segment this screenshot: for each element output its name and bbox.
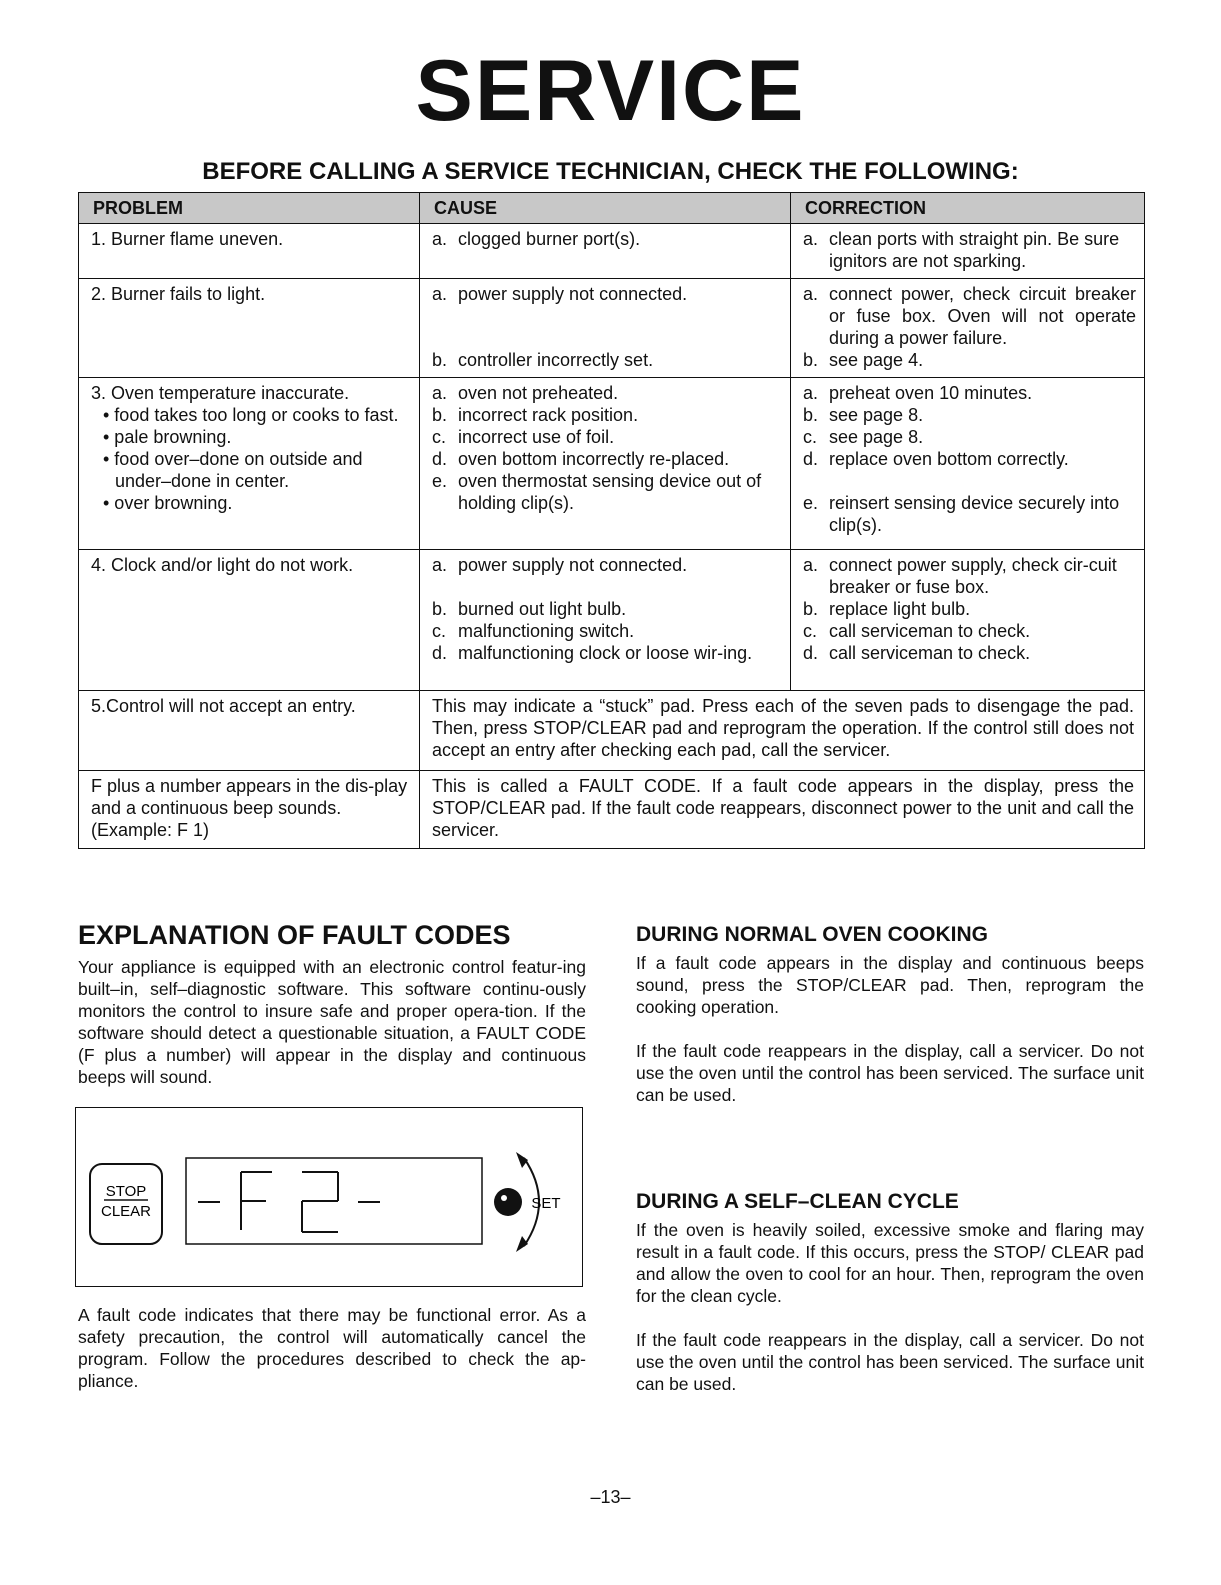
merged-cell: This may indicate a “stuck” pad. Press each of the seven pads to disengage the pad. Then, press STOP/CLEAR pad and reprogram the operation. If the control still does not accept an entry after checking each pad, call the servicer. [420,691,1145,771]
problem-cell: 3. Oven temperature inaccurate. • food takes too long or cooks to fast. • pale browning. • food over–done on outside and under–done in center. • over browning. [79,378,420,550]
stop-label: STOP [105,1183,147,1200]
problem-cell: 2. Burner fails to light. [79,279,420,378]
cause-cell: a. power supply not connected. b. controller incorrectly set. [420,279,791,378]
table-row [79,691,1145,771]
correction-cell: a. connect power, check circuit breaker or fuse box. Oven will not operate during a power failure. b. see page 4. [791,279,1145,378]
control-panel-drawing [76,1108,582,1286]
fault-codes-heading: EXPLANATION OF FAULT CODES [78,920,511,950]
fault-codes-intro: Your appliance is equipped with an electronic control featur-ing built–in, self–diagnostic software. This software continu-ously monitors the control to insure safe and proper opera-tion. If the software should detect a questionable situation, a FAULT CODE (F plus a number) will appear in the display and continuous beeps will sound. [78,957,586,1087]
problem-bullet: • pale browning. [103,427,232,447]
problem-cell: 1. Burner flame uneven. [79,224,420,279]
page-number: –13– [590,1487,631,1507]
problem-cell: 5.Control will not accept an entry. [79,691,420,771]
header-cause: CAUSE [420,193,791,224]
table-row [79,279,1145,378]
page-subtitle: BEFORE CALLING A SERVICE TECHNICIAN, CHECK THE FOLLOWING: [202,158,1019,185]
header-correction: CORRECTION [791,193,1145,224]
page-title: SERVICE [415,43,806,139]
table-header-row [79,193,1145,224]
header-problem: PROBLEM [79,193,420,224]
correction-cell: a. connect power supply, check cir-cuit breaker or fuse box. b. replace light bulb. c. call serviceman to check. d. call serviceman to check. [791,550,1145,691]
control-panel-diagram [75,1107,583,1287]
fault-codes-after: A fault code indicates that there may be functional error. As a safety precaution, the control will automatically cancel the program. Follow the procedures described to check the ap-pliance. [78,1305,586,1391]
set-label: SET [531,1195,561,1212]
table-row [79,550,1145,691]
problem-bullet: • food over–done on outside and under–done in center. [103,449,363,491]
table-row [79,378,1145,550]
cause-cell: a. clogged burner port(s). [420,224,791,279]
cause-cell: a. power supply not connected. b. burned out light bulb. c. malfunctioning switch. d. malfunctioning clock or loose wir-ing. [420,550,791,691]
service-table [78,192,1145,849]
correction-cell: a. preheat oven 10 minutes. b. see page 8. c. see page 8. d. replace oven bottom correctly. e. reinsert sensing device securely into clip(s). [791,378,1145,550]
clear-label: CLEAR [100,1203,152,1220]
self-clean-p1: If the oven is heavily soiled, excessive smoke and flaring may result in a fault code. If this occurs, press the STOP/ CLEAR pad and allow the oven to cool for an hour. Then, reprogram the oven for the clean cycle. [636,1220,1144,1306]
fault-code-segments [198,1172,380,1232]
set-knob-icon [494,1188,522,1216]
problem-cell: F plus a number appears in the dis-play and a continuous beep sounds. (Example: F 1) [79,771,420,849]
merged-cell: This is called a FAULT CODE. If a fault code appears in the display, press the STOP/CLEAR pad. If the fault code reappears, disconnect power to the unit and call the servicer. [420,771,1145,849]
correction-cell: a. clean ports with straight pin. Be sure ignitors are not sparking. [791,224,1145,279]
problem-cell: 4. Clock and/or light do not work. [79,550,420,691]
table-row [79,771,1145,849]
normal-cooking-p1: If a fault code appears in the display and continuous beeps sound, press the STOP/CLEAR pad. Then, reprogram the cooking operation. [636,953,1144,1017]
table-row [79,224,1145,279]
self-clean-p2: If the fault code reappears in the display, call a servicer. Do not use the oven until the control has been serviced. The surface unit can be used. [636,1330,1144,1394]
problem-bullet: • over browning. [103,493,233,513]
problem-bullet: • food takes too long or cooks to fast. [103,405,399,425]
cause-cell: a. oven not preheated. b. incorrect rack position. c. incorrect use of foil. d. oven bottom incorrectly re-placed. e. oven thermostat sensing device out of holding clip(s). [420,378,791,550]
normal-cooking-heading: DURING NORMAL OVEN COOKING [636,923,988,946]
self-clean-heading: DURING A SELF–CLEAN CYCLE [636,1190,959,1213]
normal-cooking-p2: If the fault code reappears in the display, call a servicer. Do not use the oven until the control has been serviced. The surface unit can be used. [636,1041,1144,1105]
